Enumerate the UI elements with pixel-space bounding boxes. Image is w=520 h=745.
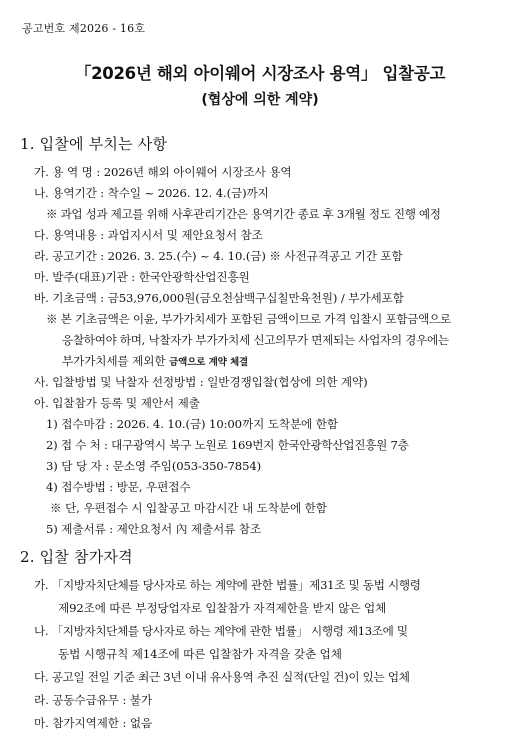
section-1-heading: 1. 입찰에 부치는 사항 <box>20 135 168 153</box>
s2-item-na-2: 동법 시행규칙 제14조에 따른 입찰참가 자격을 갖춘 업체 <box>58 647 342 661</box>
s1-item-ma: 마. 발주(대표)기관 : 한국안광학산업진흥원 <box>34 270 250 284</box>
s1-item-ba-note-1: ※ 본 기초금액은 이윤, 부가가치세가 포함된 금액이므로 가격 입찰시 포함금액으로 <box>46 312 451 326</box>
s2-item-ra: 라. 공동수급유무 : 불가 <box>34 693 153 707</box>
s1-sub-2: 2) 접 수 처 : 대구광역시 북구 노원로 169번지 한국안광학산업진흥원 7층 <box>46 438 409 452</box>
s1-item-ba-note-3-bold: 금액으로 계약 체결 <box>169 357 249 368</box>
s1-item-ba-note-3 <box>62 353 248 369</box>
s1-sub-3: 3) 담 당 자 : 문소영 주임(053-350-7854) <box>46 459 262 473</box>
s1-sub-5: 5) 제출서류 : 제안요청서 內 제출서류 참조 <box>46 522 262 536</box>
s1-item-da: 다. 용역내용 : 과업지시서 및 제안요청서 참조 <box>34 228 263 242</box>
s1-sub-1: 1) 접수마감 : 2026. 4. 10.(금) 10:00까지 도착분에 한함 <box>46 417 338 431</box>
s1-item-ba: 바. 기초금액 : 금53,976,000원(금오천삼백구십칠만육천원) / 부가세포함 <box>34 291 404 305</box>
s1-item-ga: 가. 용 역 명 : 2026년 해외 아이웨어 시장조사 용역 <box>34 165 292 179</box>
s1-sub-4-note: ※ 단, 우편접수 시 입찰공고 마감시간 내 도착분에 한함 <box>50 501 327 515</box>
s1-item-a: 아. 입찰참가 등록 및 제안서 제출 <box>34 396 200 410</box>
page-subtitle: (협상에 의한 계약) <box>201 92 319 108</box>
s2-item-ga-2: 제92조에 따른 부정당업자로 입찰참가 자격제한을 받지 않은 업체 <box>58 601 387 615</box>
s1-item-na: 나. 용역기간 : 착수일 ~ 2026. 12. 4.(금)까지 <box>34 186 269 200</box>
s1-item-ra: 라. 공고기간 : 2026. 3. 25.(수) ~ 4. 10.(금) ※ 사전규격공고 기간 포함 <box>34 249 403 263</box>
s1-item-sa: 사. 입찰방법 및 낙찰자 선정방법 : 일반경쟁입찰(협상에 의한 계약) <box>34 375 368 389</box>
notice-number: 공고번호 제2026 - 16호 <box>22 22 146 35</box>
s2-item-ga-1: 가. 「지방자치단체를 당사자로 하는 계약에 관한 법률」제31조 및 동법 시행령 <box>34 578 421 592</box>
s1-item-na-note: ※ 과업 성과 제고를 위해 사후관리기간은 용역기간 종료 후 3개월 정도 진행 예정 <box>46 207 441 221</box>
page-title: 「2026년 해외 아이웨어 시장조사 용역」 입찰공고 <box>74 64 446 83</box>
s2-item-na-1: 나. 「지방자치단체를 당사자로 하는 계약에 관한 법률」 시행령 제13조에 및 <box>34 624 408 638</box>
s1-item-ba-note-2: 응찰하여야 하며, 낙찰자가 부가가치세 신고의무가 면제되는 사업자의 경우에는 <box>62 333 449 347</box>
s1-sub-4: 4) 접수방법 : 방문, 우편접수 <box>46 480 191 494</box>
s1-item-ba-note-3-main: 부가가치세를 제외한 <box>62 354 170 368</box>
section-2-heading: 2. 입찰 참가자격 <box>20 548 133 566</box>
s2-item-da: 다. 공고일 전일 기준 최근 3년 이내 유사용역 추진 실적(단일 건)이 있는 업체 <box>34 670 410 684</box>
s2-item-ma: 마. 참가지역제한 : 없음 <box>34 716 153 730</box>
